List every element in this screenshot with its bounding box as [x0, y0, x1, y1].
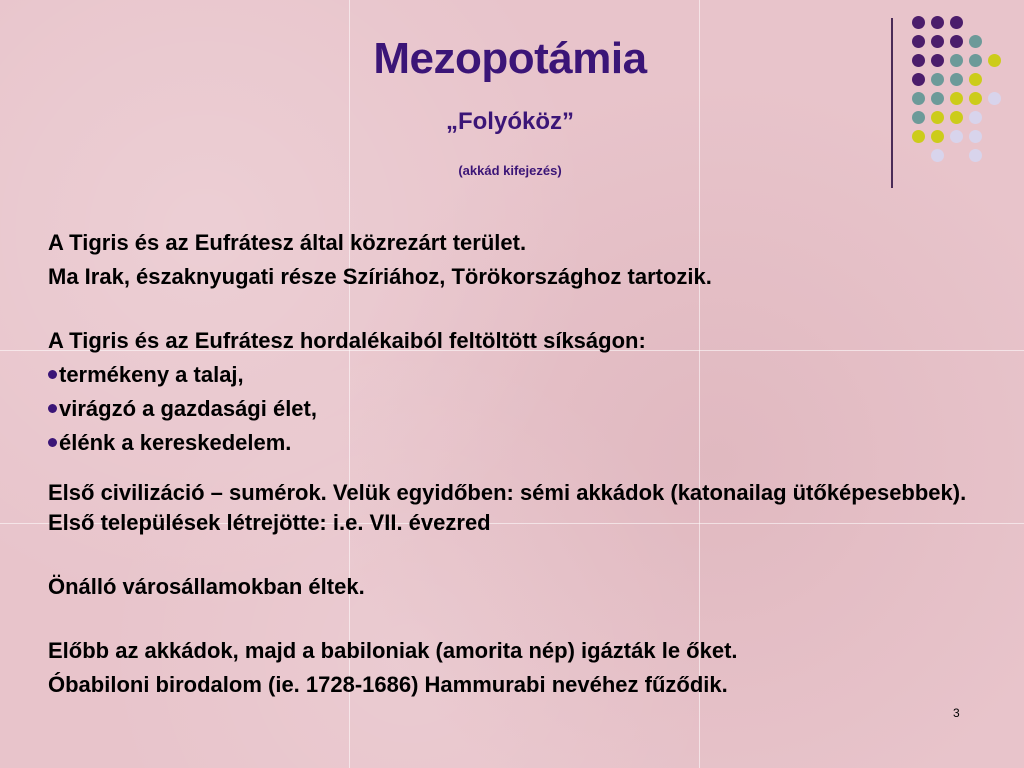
page-number: 3 — [953, 706, 960, 720]
dot-icon — [931, 149, 944, 162]
dot-icon — [969, 92, 982, 105]
bullet-item: termékeny a talaj, — [48, 358, 968, 392]
slide-note: (akkád kifejezés) — [458, 163, 562, 178]
dot-icon — [931, 16, 944, 29]
body-line: Önálló városállamokban éltek. — [48, 574, 365, 599]
dot-icon — [912, 16, 925, 29]
slide-body — [48, 226, 968, 702]
dot-icon — [950, 16, 963, 29]
dot-icon — [969, 149, 982, 162]
slide-title: Mezopotámia — [373, 34, 647, 83]
body-line: Óbabiloni birodalom (ie. 1728-1686) Hammurabi nevéhez fűződik. — [48, 672, 728, 697]
bullet-item: élénk a kereskedelem. — [48, 426, 968, 460]
dot-icon — [988, 92, 1001, 105]
body-line: A Tigris és az Eufrátesz hordalékaiból feltöltött síkságon: — [48, 328, 646, 353]
body-line: A Tigris és az Eufrátesz által közrezárt terület. — [48, 230, 527, 255]
body-line: Ma Irak, északnyugati része Szíriához, Törökországhoz tartozik. — [48, 264, 712, 289]
bullet-item: virágzó a gazdasági élet, — [48, 392, 968, 426]
body-line: Első civilizáció – sumérok. Velük egyidőben: sémi akkádok (katonailag ütőképesebbek). — [48, 480, 967, 505]
body-line: Első települések létrejötte: i.e. VII. évezred — [48, 510, 491, 535]
slide-subtitle: „Folyóköz” — [445, 108, 574, 135]
dot-icon — [950, 92, 963, 105]
dot-icon — [912, 92, 925, 105]
body-line: Előbb az akkádok, majd a babiloniak (amorita nép) igázták le őket. — [48, 638, 738, 663]
dot-icon — [931, 92, 944, 105]
